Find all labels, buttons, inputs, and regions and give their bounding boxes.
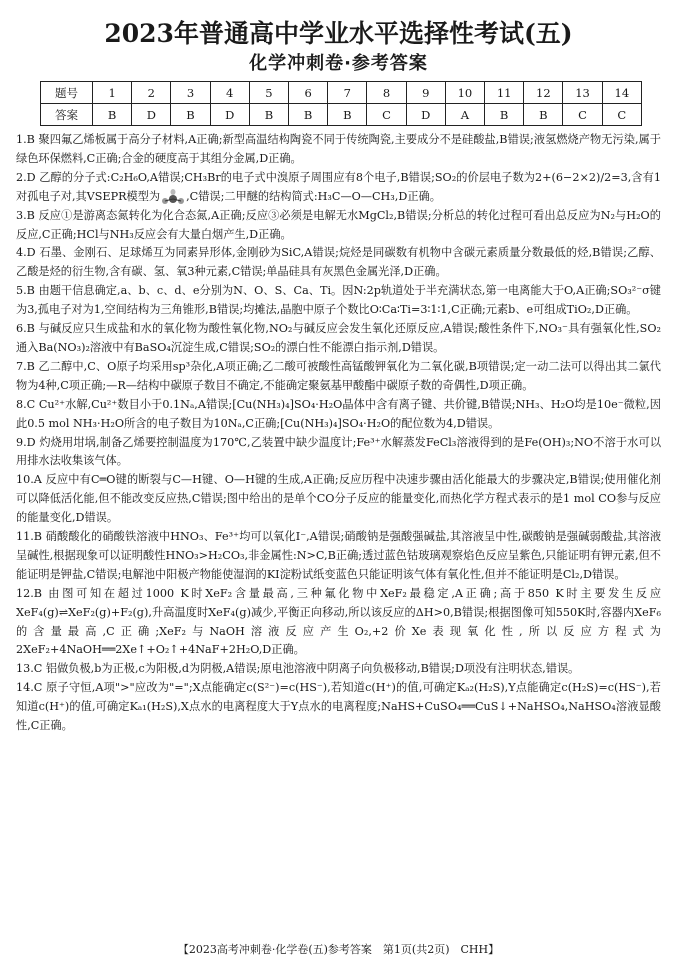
explanation-text: 与碱反应只生成盐和水的氧化物为酸性氧化物,NO₂与碱反应会发生氧化还原反应,A错误;酸性条件下,NO₃⁻具有强氧化性,SO₂通入Ba(NO₃)₂溶液中有BaSO₄沉淀生成,C错误;SO₂的漂白性不能漂白指示剂,D错误。	[16, 322, 661, 354]
explanation-item	[16, 244, 661, 282]
explanation-item	[16, 660, 661, 679]
page-subtitle: 化学冲刺卷·参考答案	[249, 53, 428, 74]
explanation-item	[16, 679, 661, 736]
explanation-text: 乙二醇中,C、O原子均采用sp³杂化,A项正确;乙二酸可被酸性高锰酸钾氧化为二氧化碳,B项错误;定一动二法可以得出其二氯代物为4种,C项正确;—R—结构中碳原子数目不确定,不能确定聚氨基甲酸酯中碳原子数的奇偶性,D项正确。	[16, 359, 661, 392]
answer-cell: A	[445, 104, 484, 126]
explanation-number: 7.B	[16, 359, 35, 373]
explanation-number: 1.B	[16, 133, 35, 146]
question-number: 9	[406, 82, 445, 104]
explanation-number: 3.B	[16, 208, 35, 222]
explanation-number: 14.C	[16, 681, 43, 695]
explanation-text: 灼烧用坩埚,制备乙烯要控制温度为170℃,乙装置中缺少温度计;Fe³⁺水解蒸发FeCl₃溶液得到的是Fe(OH)₃;NO不溶于水可以用排水法收集该气体。	[16, 435, 662, 468]
answer-row	[41, 104, 642, 126]
answer-cell: D	[132, 104, 171, 126]
answer-cell: D	[210, 104, 249, 126]
question-number: 2	[132, 82, 171, 104]
explanation-item	[16, 396, 661, 434]
answer-cell: B	[328, 104, 367, 126]
page-title: 2023年普通高中学业水平选择性考试(五)	[104, 19, 573, 48]
explanation-item	[16, 207, 661, 245]
explanation-number: 4.D	[16, 246, 36, 260]
explanation-text: 石墨、金刚石、足球烯互为同素异形体,金刚砂为SiC,A错误;烷烃是同碳数有机物中含碳元素质量分数最低的烃,B错误;乙醇、乙酸是烃的衍生物,含有碳、氢、氧3种元素,C错误;单晶硅具有灰黑色金属光泽,D正确。	[16, 246, 661, 279]
explanation-text: 反应①是游离态氮转化为化合态氮,A正确;反应③必须是电解无水MgCl₂,B错误;分析总的转化过程可看出总反应为N₂与H₂O的反应,C正确;HCl与NH₃反应会有大量白烟产生,D正确。	[16, 208, 661, 241]
explanation-text: 反应中有C═O键的断裂与C—H键、O—H键的生成,A正确;反应历程中决速步骤由活化能最大的步骤决定,B错误;使用催化剂可以降低活化能,但不能改变反应热,C错误;图中给出的是单个CO分子反应的能量变化,而热化学方程式表示的是1 mol CO参与反应的能量变化,D错误。	[16, 473, 661, 525]
answer-table	[40, 81, 642, 126]
explanation-number: 9.D	[16, 435, 36, 449]
question-number: 5	[249, 82, 288, 104]
question-number: 3	[171, 82, 210, 104]
explanation-number: 12.B	[16, 586, 43, 600]
explanation-number: 13.C	[16, 662, 43, 676]
explanation-number: 8.C	[16, 397, 36, 411]
explanation-item	[16, 434, 661, 472]
explanation-text: Cu²⁺水解,Cu²⁺数目小于0.1Nₐ,A错误;[Cu(NH₃)₄]SO₄·H₂O晶体中含有离子键、共价键,B错误;NH₃、H₂O均是10e⁻微粒,因此0.5 mol NH₃·H₂O所含的电子数目为10Nₐ,C正确;[Cu(NH₃)₄]SO₄·H₂O的配位数为4,D错误。	[16, 397, 661, 430]
explanation-number: 6.B	[16, 322, 35, 336]
answer-cell: B	[93, 104, 132, 126]
question-number: 1	[93, 82, 132, 104]
answer-cell: B	[289, 104, 328, 126]
explanation-item	[16, 131, 661, 169]
explanation-number: 11.B	[16, 530, 43, 544]
explanation-item	[16, 282, 661, 320]
explanation-item	[16, 528, 661, 585]
vsepr-model-image	[160, 189, 186, 205]
explanation-text: 由题干信息确定,a、b、c、d、e分别为N、O、S、Ca、Ti。因N:2p轨道处于半充满状态,第一电离能大于O,A正确;SO₃²⁻σ键为3,孤电子对为1,空间结构为三角锥形,B错误;均摊法,晶胞中原子个数比O∶Ca∶Ti=3∶1∶1,C正确;元素b、e可组成TiO₂,D正确。	[16, 284, 661, 317]
explanation-number: 5.B	[16, 284, 35, 298]
explanation-text: 原子守恒,A项">"应改为"=";X点能确定c(S²⁻)=c(HS⁻),若知道c(H⁺)的值,可确定Kₐ₂(H₂S),Y点能确定c(H₂S)=c(HS⁻),若知道c(H⁺)的值,可确定Kₐ₁(H₂S),X点水的电离程度大于Y点水的电离程度;NaHS+CuSO₄══CuS↓+NaHSO₄,NaHSO₄溶液显酸性,C正确。	[16, 681, 661, 733]
answer-cell: C	[602, 104, 641, 126]
question-number: 7	[328, 82, 367, 104]
question-number: 12	[524, 82, 563, 104]
explanation-text: 由图可知在超过1000 K时XeF₂含量最高,三种氟化物中XeF₂最稳定,A正确;高于850 K时主要发生反应XeF₄(g)⇌XeF₂(g)+F₂(g),升高温度时XeF₄(g)减少,平衡正向移动,所以该反应的ΔH>0,B错误;根据图像可知550K时,容器内XeF₆的含量最高,C正确;XeF₂与NaOH溶液反应产生O₂,+2价Xe表现氧化性,所以反应方程式为2XeF₂+4NaOH══2Xe↑+O₂↑+4NaF+2H₂O,D正确。	[16, 586, 662, 657]
question-row-label: 题号	[41, 82, 93, 104]
explanation-text: 乙醇的分子式:C₂H₆O,A错误;CH₃Br的电子式中溴原子周围应有8个电子,B错误;SO₂的价层电子数为2+(6−2×2)/2=3,含有1对孤电子对,其VSEPR模型为	[16, 170, 661, 203]
answer-cell: B	[524, 104, 563, 126]
page-footer: 【2023高考冲刺卷·化学卷(五)参考答案 第1页(共2页) CHH】	[177, 943, 500, 956]
explanation-item	[16, 169, 661, 207]
question-number: 13	[563, 82, 602, 104]
answer-cell: B	[171, 104, 210, 126]
answer-row-label: 答案	[41, 104, 93, 126]
explanation-text: 聚四氟乙烯板属于高分子材料,A正确;新型高温结构陶瓷不同于传统陶瓷,主要成分不是硅酸盐,B错误;液氢燃烧产物无污染,属于绿色环保燃料,C正确;合金的硬度高于其组分金属,D正确。	[16, 133, 661, 165]
question-number: 11	[485, 82, 524, 104]
explanation-item	[16, 320, 661, 358]
answer-cell: D	[406, 104, 445, 126]
explanation-text: 铝做负极,b为正极,c为阳极,d为阴极,A错误;原电池溶液中阴离子向负极移动,B错误;D项没有注明状态,错误。	[45, 662, 580, 676]
answer-cell: B	[249, 104, 288, 126]
explanation-item	[16, 585, 661, 661]
question-number: 14	[602, 82, 641, 104]
answer-cell: B	[485, 104, 524, 126]
explanation-text-after: ,C错误;二甲醚的结构简式:H₃C—O—CH₃,D正确。	[186, 189, 441, 203]
question-number: 4	[210, 82, 249, 104]
question-number: 6	[289, 82, 328, 104]
question-number-row	[41, 82, 642, 104]
question-number: 10	[445, 82, 484, 104]
explanation-number: 10.A	[16, 473, 42, 487]
explanation-number: 2.D	[16, 170, 36, 184]
answer-cell: C	[563, 104, 602, 126]
explanations	[16, 131, 661, 736]
answer-cell: C	[367, 104, 406, 126]
explanation-item	[16, 358, 661, 396]
explanation-text: 硝酸酸化的硝酸铁溶液中HNO₃、Fe³⁺均可以氧化I⁻,A错误;硝酸钠是强酸强碱盐,其溶液呈中性,碳酸钠是强碱弱酸盐,其溶液呈碱性,根据现象可以证明酸性HNO₃>H₂CO₃,非金属性:N>C,B正确;透过蓝色钴玻璃观察焰色反应呈紫色,只能证明有钾元素,但不能证明是钾盐,C错误;电解池中阳极产物能使湿润的KI淀粉试纸变蓝色只能证明该气体有氧化性,但并不能证明是Cl₂,D错误。	[16, 530, 662, 581]
explanation-item	[16, 471, 661, 528]
question-number: 8	[367, 82, 406, 104]
